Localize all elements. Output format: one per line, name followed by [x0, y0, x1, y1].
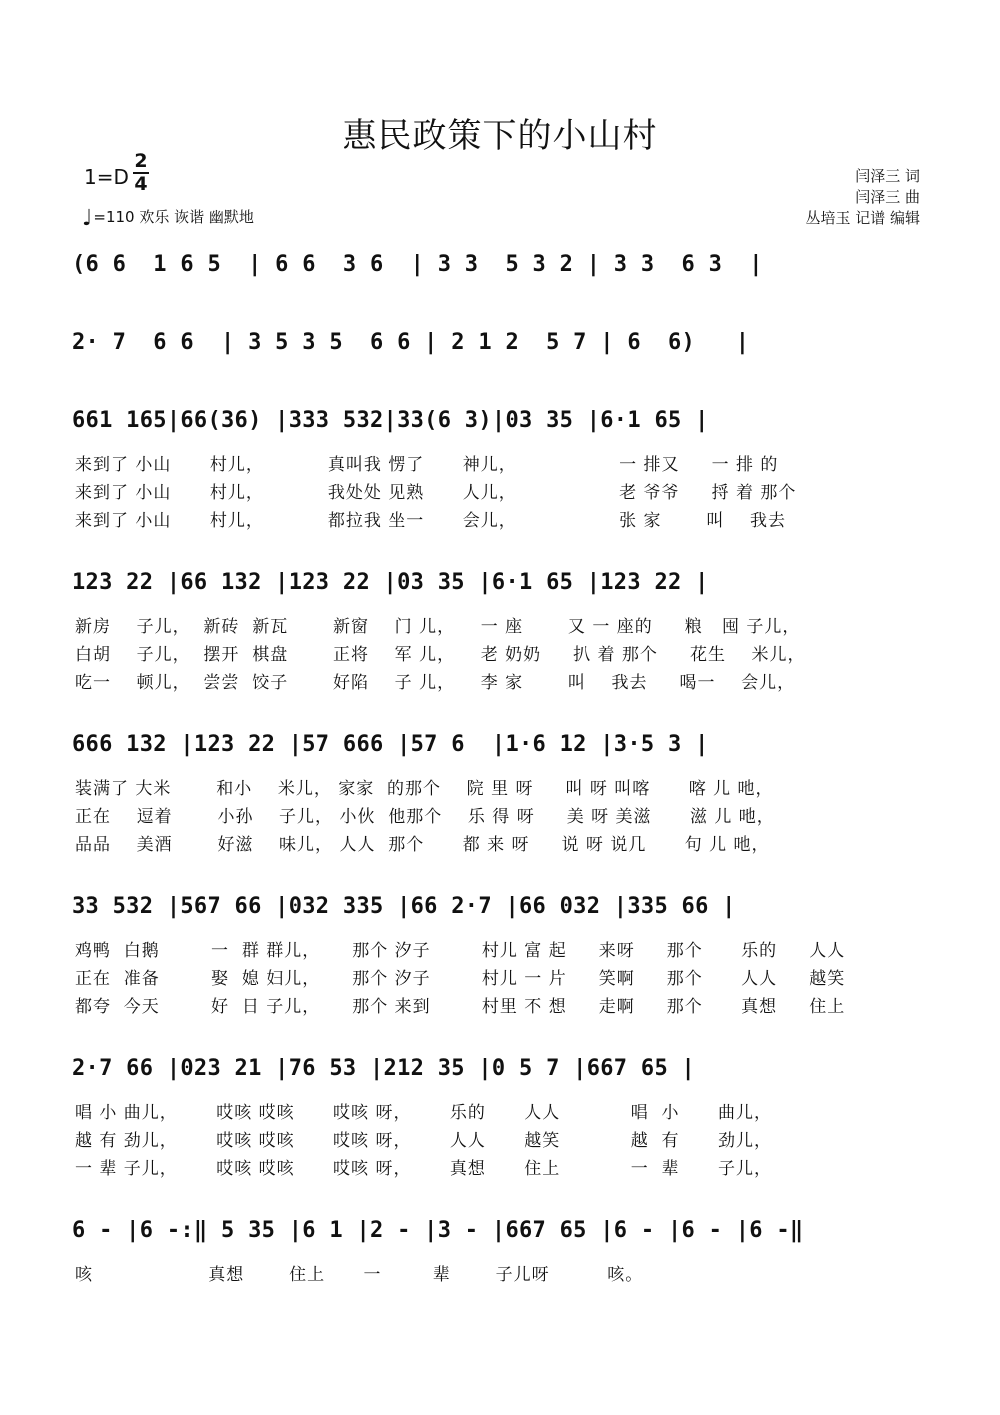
key-signature: 1=D: [84, 165, 129, 189]
lyric-line: 越 有 劲儿， 哎咳 哎咳 哎咳 呀， 人人 越笑 越 有 劲儿，: [75, 1131, 772, 1151]
lyric-line: 唱 小 曲儿， 哎咳 哎咳 哎咳 呀， 乐的 人人 唱 小 曲儿，: [75, 1103, 772, 1123]
lyric-line: 来到了 小山 村儿， 真叫我 愣了 神儿， 一 排又 一 排 的: [75, 455, 779, 475]
lyric-line: 咳 真想 住上 一 辈 子儿呀 咳。: [75, 1265, 644, 1285]
tempo-marking: [82, 206, 254, 231]
notation-line: 6 - |6 -:‖ 5 35 |6 1 |2 - |3 - |667 65 |6 - |6 - |6 -‖: [72, 1218, 804, 1243]
lyric-line: 一 辈 子儿， 哎咳 哎咳 哎咳 呀， 真想 住上 一 辈 子儿，: [75, 1159, 772, 1179]
staff-system: [72, 894, 930, 928]
lyric-line: 正在 逗着 小孙 子儿， 小伙 他那个 乐 得 呀 美 呀 美滋 滋 儿 吔，: [75, 807, 775, 827]
staff-system: [72, 1218, 930, 1252]
time-numerator: 2: [134, 150, 148, 172]
lyric-line: 来到了 小山 村儿， 我处处 见熟 人儿， 老 爷爷 捋 着 那个: [75, 483, 797, 503]
lyric-line: 白胡 子儿， 摆开 棋盘 正将 军 儿， 老 奶奶 扒 着 那个 花生 米儿，: [75, 645, 806, 665]
notation-line: 2·7 66 |023 21 |76 53 |212 35 |0 5 7 |667 65 |: [72, 1056, 696, 1081]
arranger: 丛培玉 记谱 编辑: [805, 209, 920, 227]
staff-system: [72, 252, 930, 286]
lyric-line: 来到了 小山 村儿， 都拉我 坐一 会儿， 张 家 叫 我去: [75, 511, 786, 531]
lyric-line: 正在 准备 娶 媳 妇儿， 那个 汐子 村儿 一 片 笑啊 那个 人人 越笑: [75, 969, 846, 989]
lyric-line: 品品 美酒 好滋 味儿， 人人 那个 都 来 呀 说 呀 说几 句 儿 吔，: [75, 835, 770, 855]
lyric-line: 装满了 大米 和小 米儿， 家家 的那个 院 里 呀 叫 呀 叫喀 喀 儿 吔，: [75, 779, 774, 799]
time-denominator: 4: [134, 173, 148, 195]
staff-system: [72, 330, 930, 364]
staff-system: [72, 408, 930, 442]
tempo-text: =110 欢乐 诙谐 幽默地: [93, 208, 254, 226]
notation-line: 661 165|66(36) |333 532|33(6 3)|03 35 |6·1 65 |: [72, 408, 709, 433]
composer: 闫泽三 曲: [855, 188, 920, 206]
staff-system: [72, 570, 930, 604]
lyric-line: 吃一 顿儿， 尝尝 饺子 好陷 子 儿， 李 家 叫 我去 喝一 会儿，: [75, 673, 796, 693]
lyric-line: 都夸 今天 好 日 子儿， 那个 来到 村里 不 想 走啊 那个 真想 住上: [75, 997, 846, 1017]
lyricist: 闫泽三 词: [855, 167, 920, 185]
credits: [805, 166, 920, 229]
notation-line: 33 532 |567 66 |032 335 |66 2·7 |66 032 |335 66 |: [72, 894, 736, 919]
staff-system: [72, 1056, 930, 1090]
staff-system: [72, 732, 930, 766]
notation-line: 2· 7 6 6 | 3 5 3 5 6 6 | 2 1 2 5 7 | 6 6) |: [72, 330, 750, 355]
notation-line: 666 132 |123 22 |57 666 |57 6 |1·6 12 |3·5 3 |: [72, 732, 709, 757]
notation-line: 123 22 |66 132 |123 22 |03 35 |6·1 65 |123 22 |: [72, 570, 709, 595]
lyric-line: 鸡鸭 白鹅 一 群 群儿， 那个 汐子 村儿 富 起 来呀 那个 乐的 人人: [75, 941, 846, 961]
time-signature: [133, 152, 149, 194]
notation-line: (6 6 1 6 5 | 6 6 3 6 | 3 3 5 3 2 | 3 3 6 3 |: [72, 252, 763, 277]
quarter-note-icon: ♩: [82, 206, 93, 231]
lyric-line: 新房 子儿， 新砖 新瓦 新窗 门 儿， 一 座 又 一 座的 粮 囤 子儿，: [75, 617, 801, 637]
song-title: 惠民政策下的小山村: [342, 116, 658, 156]
